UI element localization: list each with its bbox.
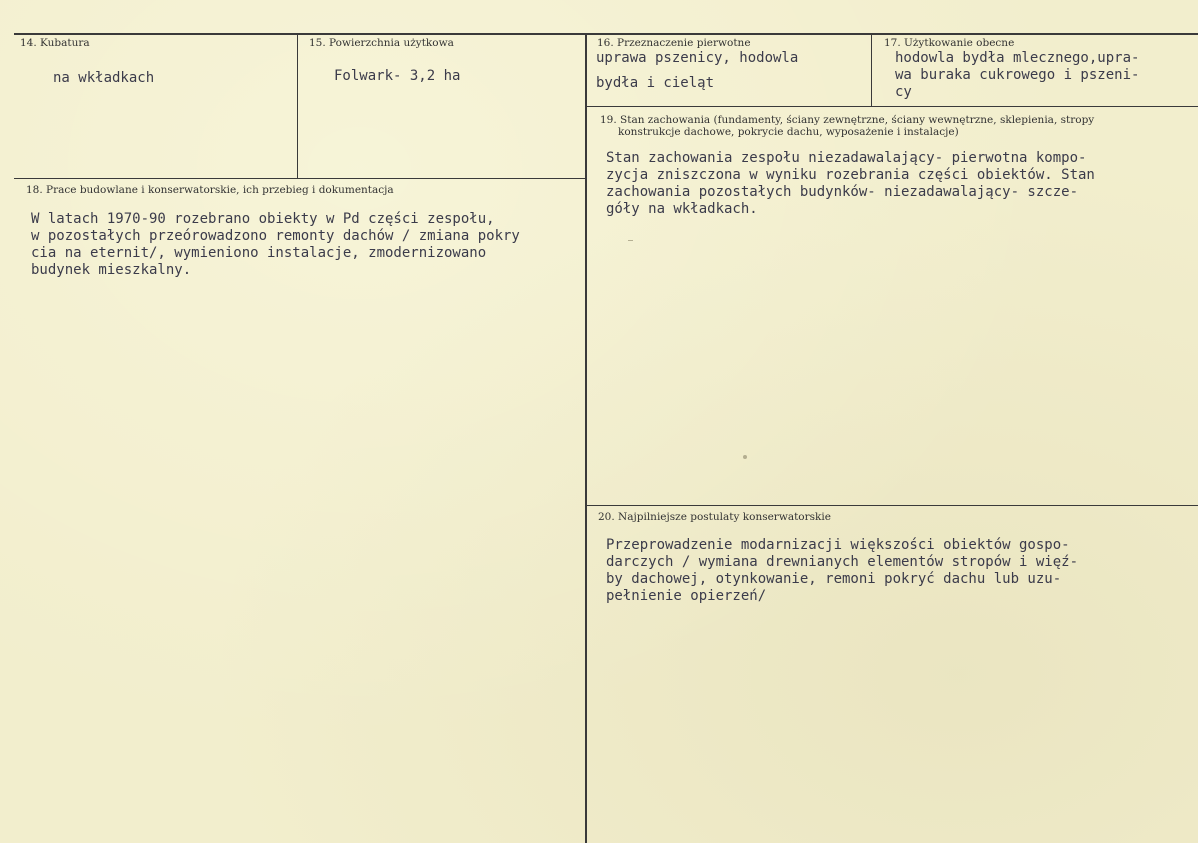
field-18-line-4: budynek mieszkalny. — [31, 262, 192, 278]
divider-v-14-15 — [297, 34, 298, 178]
divider-h-16-19 — [586, 106, 1198, 107]
field-19-line-4: góły na wkładkach. — [606, 201, 758, 217]
field-19-line-2: zycja zniszczona w wyniku rozebrania części obiektów. Stan — [606, 167, 1095, 183]
divider-h-18 — [14, 178, 585, 179]
field-17-line-2: wa buraka cukrowego i pszeni- — [895, 67, 1140, 83]
divider-v-main — [585, 34, 587, 843]
field-20-line-2: darczych / wymiana drewnianych elementów stropów i więź- — [606, 554, 1079, 570]
field-17-line-1: hodowla bydła mlecznego,upra- — [895, 50, 1140, 66]
paper-mark — [743, 455, 747, 459]
field-20-line-1: Przeprowadzenie modarnizacji większości obiektów gospo- — [606, 537, 1070, 553]
divider-v-16-17 — [871, 34, 872, 106]
field-14-value: na wkładkach — [53, 70, 155, 86]
top-border — [14, 33, 1198, 35]
field-17-label: 17. Użytkowanie obecne — [884, 37, 1015, 49]
field-18-line-2: w pozostałych przeórowadzono remonty dachów / zmiana pokry — [31, 228, 520, 244]
field-17-line-3: cy — [895, 84, 912, 100]
field-19-label-line-1: 19. Stan zachowania (fundamenty, ściany zewnętrzne, ściany wewnętrzne, sklepienia, stropy — [600, 114, 1095, 126]
field-20-line-4: pełnienie opierzeń/ — [606, 588, 767, 604]
field-19-label-line-2: konstrukcje dachowe, pokrycie dachu, wyposażenie i instalacje) — [618, 126, 959, 138]
field-18-label: 18. Prace budowlane i konserwatorskie, ich przebieg i dokumentacja — [26, 184, 394, 196]
field-14-label: 14. Kubatura — [20, 37, 90, 49]
field-19-line-3: zachowania pozostałych budynków- niezadawalający- szcze- — [606, 184, 1079, 200]
field-15-label: 15. Powierzchnia użytkowa — [309, 37, 454, 49]
field-18-line-3: cia na eternit/, wymieniono instalacje, zmodernizowano — [31, 245, 487, 261]
field-20-line-3: by dachowej, otynkowanie, remoni pokryć dachu lub uzu- — [606, 571, 1062, 587]
field-16-label: 16. Przeznaczenie pierwotne — [597, 37, 751, 49]
paper-mark — [628, 240, 633, 241]
field-16-line-1: uprawa pszenicy, hodowla — [596, 50, 799, 66]
divider-h-20 — [586, 505, 1198, 506]
field-20-label: 20. Najpilniejsze postulaty konserwatorskie — [598, 511, 831, 523]
field-18-line-1: W latach 1970-90 rozebrano obiekty w Pd części zespołu, — [31, 211, 495, 227]
field-19-line-1: Stan zachowania zespołu niezadawalający- pierwotna kompo- — [606, 150, 1087, 166]
field-15-value: Folwark- 3,2 ha — [334, 68, 461, 84]
field-16-line-2: bydła i cieląt — [596, 75, 715, 91]
